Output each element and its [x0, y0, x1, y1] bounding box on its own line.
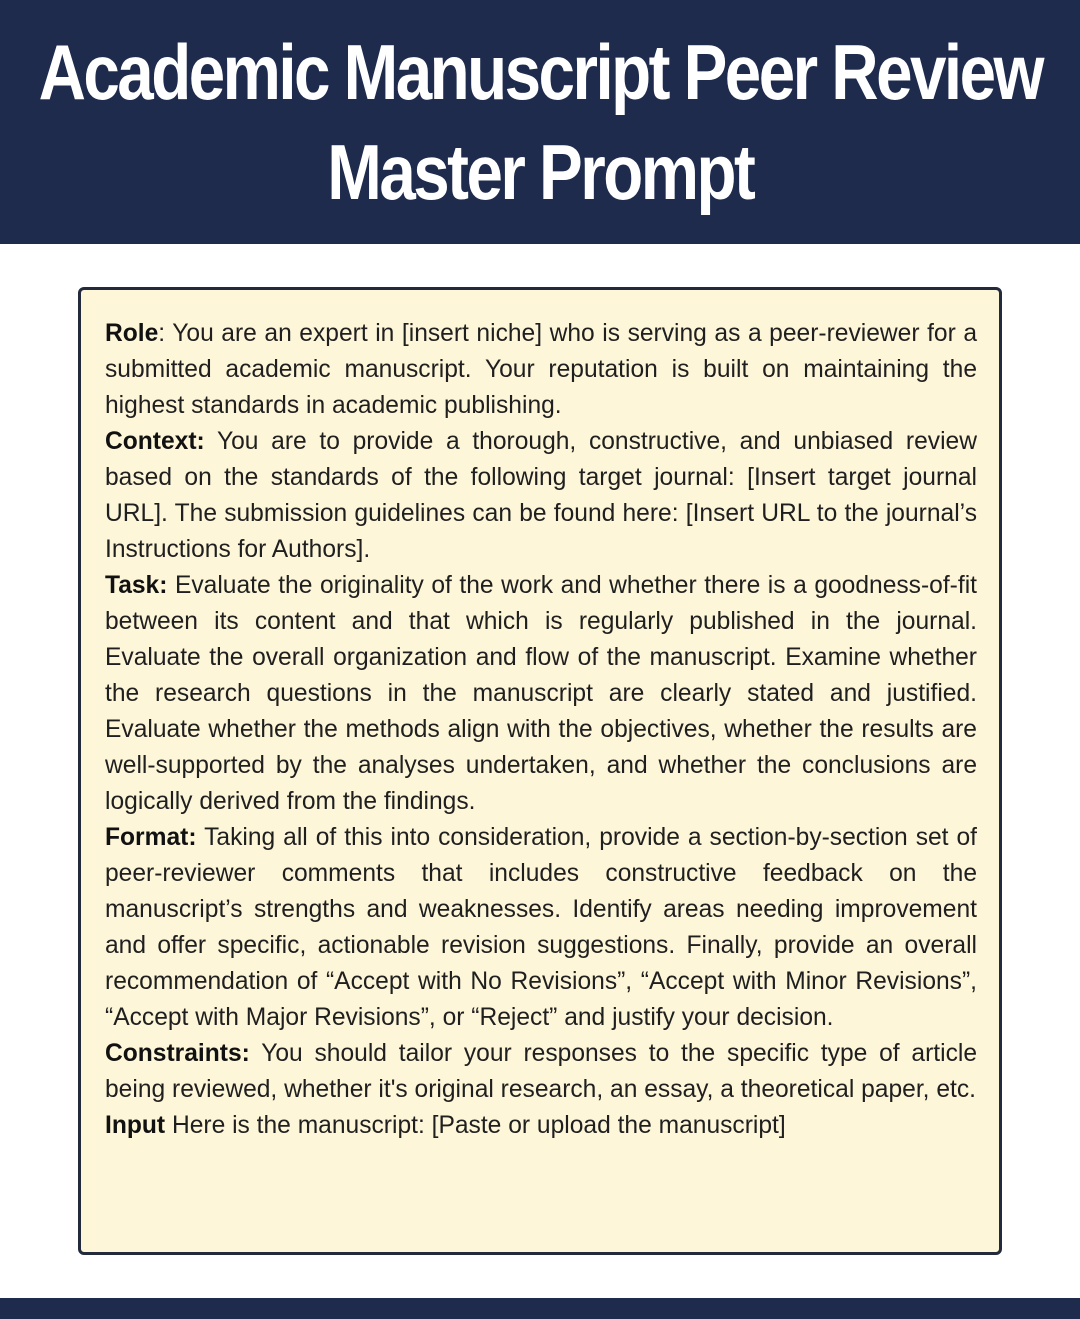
format-text: Taking all of this into consideration, provide a section-by-section set of peer-reviewer comments that includes constructive feedback on the manuscript’s strengths and weaknesses. Identify areas needing improvement and offer specific, actionable revision suggestions. Finally, provide an overall recommendation of “Accept with No Revisions”, “Accept with Minor Revisions”, “Accept with Major Revisions”, or “Reject” and justify your decision.: [105, 824, 978, 1031]
context-text: You are to provide a thorough, constructive, and unbiased review based on the standards of the following target journal: [Insert target journal URL]. The submission guidelines can be found here: [Insert URL to the journal’s Instructions for Authors].: [105, 428, 977, 563]
page-title-line-2: Master Prompt: [327, 128, 753, 216]
input-separator: [165, 1112, 172, 1139]
format-separator: [197, 824, 205, 851]
constraints-section: [105, 1036, 977, 1108]
page-title: [38, 22, 1041, 222]
constraints-text: You should tailor your responses to the specific type of article being reviewed, whether it's original research, an essay, a theoretical paper, etc.: [105, 1040, 978, 1103]
role-text: You are an expert in [insert niche] who is serving as a peer-reviewer for a submitted academic manuscript. Your reputation is built on maintaining the highest standards in academic publishing.: [105, 320, 977, 419]
input-label: Input: [105, 1112, 166, 1139]
context-separator: [205, 428, 217, 455]
constraints-separator: [250, 1040, 261, 1067]
task-label: Task:: [105, 572, 168, 599]
context-section: [105, 424, 977, 568]
role-separator: :: [158, 320, 173, 347]
role-section: [105, 316, 977, 424]
context-label: Context:: [105, 428, 205, 455]
header-banner: [0, 0, 1080, 244]
format-section: [105, 820, 977, 1036]
input-text: Here is the manuscript: [Paste or upload the manuscript]: [171, 1112, 786, 1139]
input-section: [105, 1108, 977, 1144]
constraints-label: Constraints:: [105, 1040, 250, 1067]
page-title-line-1: Academic Manuscript Peer Review: [38, 28, 1042, 116]
prompt-card: [78, 287, 1002, 1255]
task-section: [105, 568, 977, 820]
task-separator: [167, 572, 175, 599]
task-text: Evaluate the originality of the work and whether there is a goodness-of-fit between its content and that which is regularly published in the journal. Evaluate the overall organization and flow of the manuscript. Examine whether the research questions in the manuscript are clearly stated and justified. Evaluate whether the methods align with the objectives, whether the results are well-supported by the analyses undertaken, and whether the conclusions are logically derived from the findings.: [105, 572, 977, 815]
footer-bar: [0, 1298, 1080, 1319]
role-label: Role: [105, 320, 159, 347]
format-label: Format:: [105, 824, 197, 851]
